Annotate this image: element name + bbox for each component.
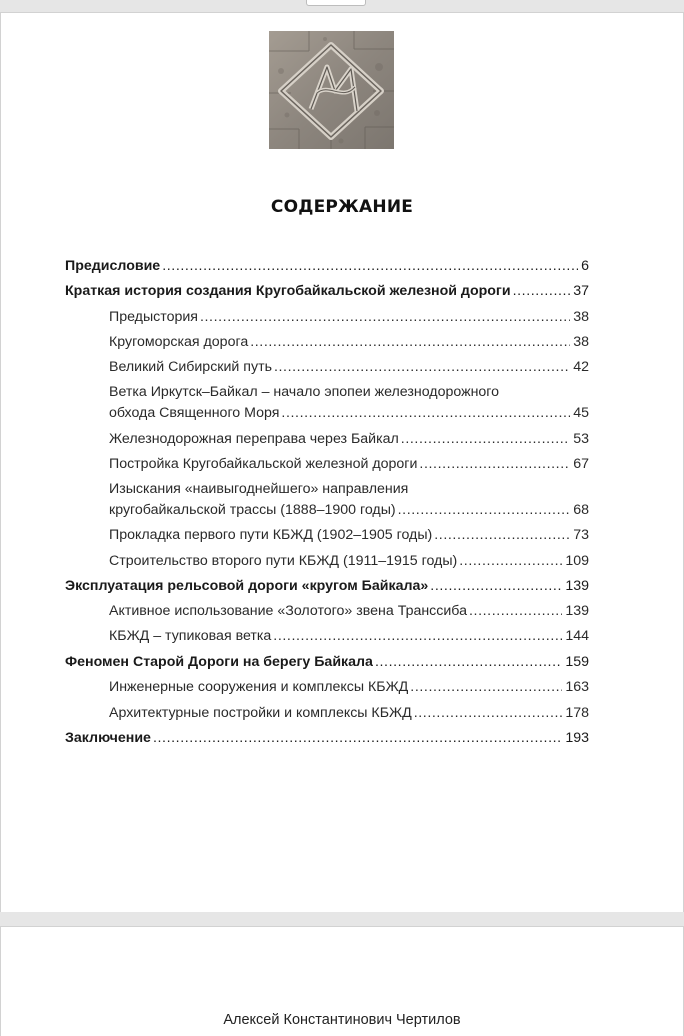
toc-entry[interactable] (109, 677, 589, 698)
dot-leader (281, 403, 570, 424)
toc-entry[interactable] (109, 525, 589, 546)
toc-entry[interactable] (109, 626, 589, 647)
dot-leader (401, 429, 570, 450)
toc-entry[interactable] (109, 551, 589, 572)
dot-leader (398, 500, 571, 521)
toc-entry[interactable] (109, 454, 589, 475)
toc-entry[interactable] (65, 728, 589, 749)
dot-leader (274, 357, 570, 378)
toc-entry-title: КБЖД – тупиковая ветка (109, 628, 272, 644)
toc-entry-title: Великий Сибирский путь (109, 359, 272, 375)
dot-leader (414, 703, 563, 724)
toc-entry-title: кругобайкальской трассы (1888–1900 годы) (109, 502, 396, 518)
toc-entry[interactable] (65, 652, 589, 673)
stone-monogram-emblem-icon (269, 31, 394, 149)
toc-entry-title: Предыстория (109, 309, 198, 325)
toc-entry-title: Эксплуатация рельсовой дороги «кругом Байкала» (65, 578, 429, 594)
toc-entry-page: 178 (565, 705, 589, 721)
toc-entry-title: Кругоморская дорога (109, 334, 249, 350)
next-document-page (0, 926, 684, 1036)
toc-entry-title: Железнодорожная переправа через Байкал (109, 431, 399, 447)
toc-entry-page: 38 (573, 309, 589, 325)
dot-leader (162, 256, 578, 277)
toc-entry[interactable] (109, 307, 589, 328)
toc-entry-page: 193 (565, 730, 589, 746)
toc-entry-title: Постройка Кругобайкальской железной дороги (109, 456, 418, 472)
toc-entry-page: 42 (573, 359, 589, 375)
toc-entry-title: Феномен Старой Дороги на берегу Байкала (65, 654, 373, 670)
toc-entry-page: 144 (565, 628, 589, 644)
toc-entry-title: Прокладка первого пути КБЖД (1902–1905 годы) (109, 527, 433, 543)
toc-entry[interactable] (65, 256, 589, 277)
toc-entry[interactable] (109, 332, 589, 353)
toc-entry[interactable] (109, 357, 589, 378)
toc-entry-page: 73 (573, 527, 589, 543)
toc-entry-title: Строительство второго пути КБЖД (1911–1915 годы) (109, 553, 458, 569)
dot-leader (250, 332, 570, 353)
toc-entry-title-line1: Ветка Иркутск–Байкал – начало эпопеи железнодорожного (109, 384, 500, 400)
dot-leader (153, 728, 562, 749)
toc-entry-page: 67 (573, 456, 589, 472)
toc-entry-page: 159 (565, 654, 589, 670)
dot-leader (459, 551, 562, 572)
toc-entry-page: 53 (573, 431, 589, 447)
dot-leader (200, 307, 570, 328)
toc-entry-page: 109 (565, 553, 589, 569)
toc-entry-title-line1: Изыскания «наивыгоднейшего» направления (109, 481, 409, 497)
toc-entry-page: 38 (573, 334, 589, 350)
toc-entry-page: 45 (573, 405, 589, 421)
toc-entry-title: Краткая история создания Кругобайкальской железной дороги (65, 283, 511, 299)
document-page (0, 12, 684, 912)
toc-entry[interactable] (65, 576, 589, 597)
toc-entry[interactable] (109, 601, 589, 622)
toc-title: СОДЕРЖАНИЕ (270, 197, 414, 217)
toc-entry-title: Инженерные сооружения и комплексы КБЖД (109, 679, 409, 695)
dot-leader (469, 601, 562, 622)
dot-leader (430, 576, 562, 597)
dot-leader (419, 454, 570, 475)
toc-entry[interactable] (109, 382, 589, 424)
toc-entry-page: 139 (565, 603, 589, 619)
dot-leader (434, 525, 570, 546)
dot-leader (513, 281, 571, 302)
toc-entry-page: 68 (573, 502, 589, 518)
toc-entry-page: 139 (565, 578, 589, 594)
toc-entry-title: Предисловие (65, 258, 161, 274)
toc-entry-title: Активное использование «Золотого» звена Транссиба (109, 603, 467, 619)
dot-leader (410, 677, 562, 698)
toc-entry[interactable] (109, 429, 589, 450)
dot-leader (375, 652, 562, 673)
toc-entry[interactable] (109, 703, 589, 724)
dot-leader (273, 626, 562, 647)
toc-entry-page: 37 (573, 283, 589, 299)
toc-entry-page: 6 (581, 258, 589, 274)
page-scroll-handle[interactable] (306, 0, 366, 6)
toc-entry-title: Заключение (65, 730, 151, 746)
toc-entry[interactable] (65, 281, 589, 302)
toc-entry-title: обхода Священного Моря (109, 405, 280, 421)
author-name: Алексей Константинович Чертилов (223, 1012, 461, 1028)
toc-entry-title: Архитектурные постройки и комплексы КБЖД (109, 705, 412, 721)
toc-entry[interactable] (109, 479, 589, 521)
toc-entry-page: 163 (565, 679, 589, 695)
